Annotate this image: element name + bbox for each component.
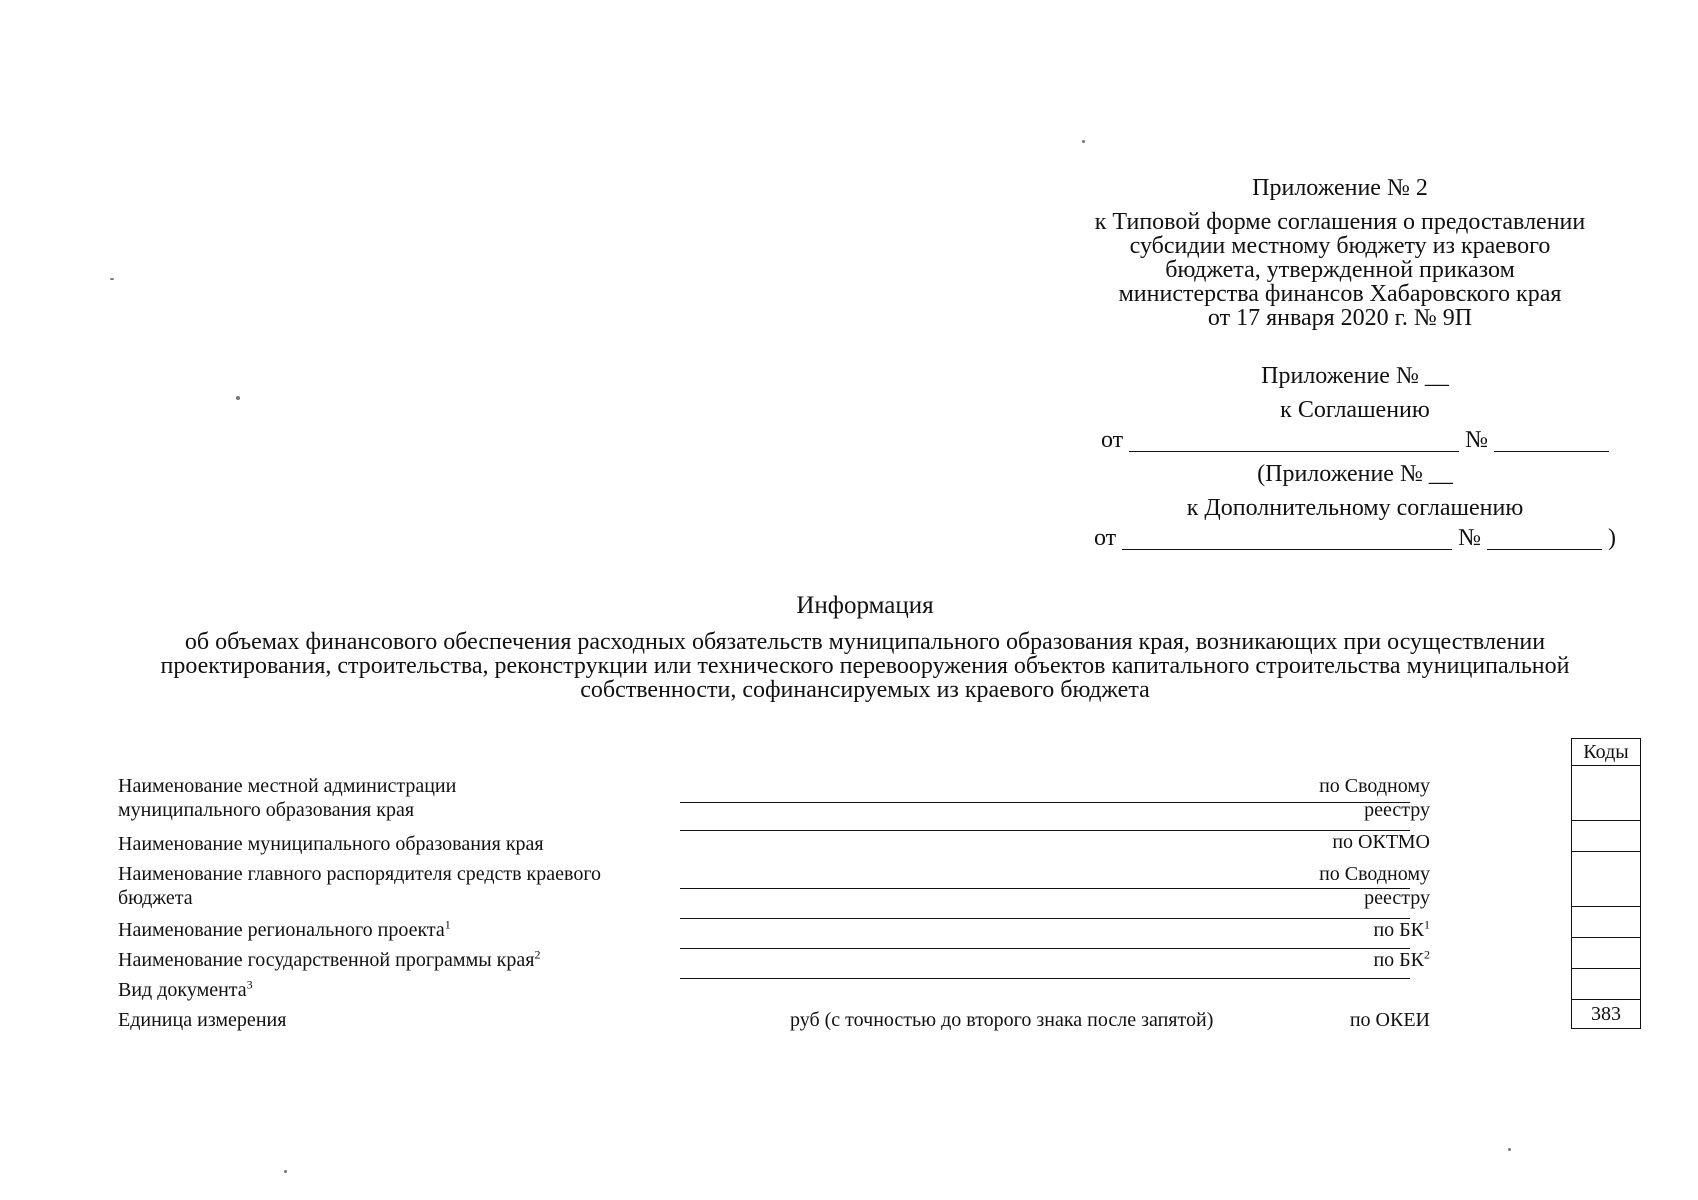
row-label-project	[118, 918, 451, 942]
right-label-registry: по Сводному реестру	[1319, 863, 1430, 909]
approval-line: министерства финансов Хабаровского края	[1118, 281, 1562, 307]
approval-line: от 17 января 2020 г. № 9П	[1207, 305, 1473, 331]
scan-speck	[284, 1170, 287, 1173]
row-label-unit: Единица измерения	[118, 1009, 287, 1031]
code-cell-registry[interactable]	[1572, 766, 1641, 821]
from-label: от	[1093, 525, 1117, 551]
codes-table	[1571, 738, 1641, 1029]
agreement-date-row	[1060, 428, 1650, 452]
additional-appendix: (Приложение № __	[1257, 461, 1453, 487]
title-subtitle: об объемах финансового обеспечения расходных обязательств муниципального образования края, возникающих при осуществлении проектирования, строительства, реконструкции или технического перевооружения объектов капитального строительства муниципальной собственности, софинансируемых из краевого бюджета	[160, 629, 1570, 703]
close-paren: )	[1608, 525, 1617, 551]
approval-number: Приложение № 2	[1252, 175, 1428, 201]
footnote-3: 3	[246, 977, 253, 992]
footnote-2: 2	[1424, 947, 1430, 962]
row-label-doc-type	[118, 978, 253, 1002]
agreement-number-blank[interactable]	[1494, 429, 1609, 452]
right-label-bk-2	[1373, 948, 1430, 972]
row-label-manager: Наименование главного распорядителя средств краевого бюджета	[118, 863, 602, 909]
scan-speck	[236, 396, 240, 400]
row-label-administration: Наименование местной администрации муниципального образования края	[118, 775, 457, 821]
code-cell-oktmo[interactable]	[1572, 821, 1641, 852]
codes-header: Коды	[1572, 739, 1641, 766]
scan-speck	[1508, 1148, 1511, 1151]
right-label-bk-1-text: по БК	[1373, 919, 1424, 941]
agreement-block	[1060, 364, 1650, 556]
additional-number-blank[interactable]	[1487, 527, 1602, 550]
scan-speck	[110, 278, 114, 280]
footnote-2: 2	[534, 947, 541, 962]
number-label: №	[1458, 525, 1482, 551]
row-label-project-text: Наименование регионального проекта	[118, 919, 445, 941]
approval-line: субсидии местному бюджету из краевого	[1129, 233, 1551, 259]
field-line-project[interactable]	[680, 918, 1410, 919]
additional-to: к Дополнительному соглашению	[1186, 495, 1524, 521]
field-line-program[interactable]	[680, 948, 1410, 949]
approval-header	[1030, 176, 1650, 330]
approval-line: бюджета, утвержденной приказом	[1165, 257, 1515, 283]
row-label-program	[118, 948, 540, 972]
row-label-municipality: Наименование муниципального образования края	[118, 833, 544, 855]
footnote-1: 1	[1424, 917, 1430, 932]
row-label-program-text: Наименование государственной программы края	[118, 949, 535, 971]
code-cell-registry-2[interactable]	[1572, 852, 1641, 907]
unit-value: руб (с точностью до второго знака после запятой)	[790, 1009, 1214, 1031]
field-line-doc-type[interactable]	[680, 978, 1410, 979]
right-label-oktmo: по ОКТМО	[1332, 831, 1430, 853]
title-heading: Информация	[796, 592, 934, 619]
field-line-municipality[interactable]	[680, 830, 1410, 831]
document-title	[100, 592, 1630, 702]
agreement-to: к Соглашению	[1280, 397, 1430, 423]
scan-speck	[1082, 140, 1085, 143]
footnote-1: 1	[444, 917, 451, 932]
from-label: от	[1100, 427, 1124, 453]
right-label-bk-2-text: по БК	[1373, 949, 1424, 971]
additional-date-blank[interactable]	[1122, 527, 1452, 550]
additional-date-row	[1060, 526, 1650, 550]
right-label-registry: по Сводному реестру	[1319, 775, 1430, 821]
row-label-doc-type-text: Вид документа	[118, 979, 247, 1001]
approval-line: к Типовой форме соглашения о предоставлении	[1094, 209, 1586, 235]
right-label-okei: по ОКЕИ	[1349, 1009, 1430, 1031]
agreement-date-blank[interactable]	[1129, 429, 1459, 452]
right-label-bk-1	[1373, 918, 1430, 942]
code-cell-doc-type[interactable]	[1572, 969, 1641, 1000]
code-cell-bk-2[interactable]	[1572, 938, 1641, 969]
number-label: №	[1465, 427, 1489, 453]
code-cell-bk-1[interactable]	[1572, 907, 1641, 938]
code-cell-okei[interactable]: 383	[1572, 1000, 1641, 1029]
agreement-appendix: Приложение № __	[1261, 363, 1449, 389]
